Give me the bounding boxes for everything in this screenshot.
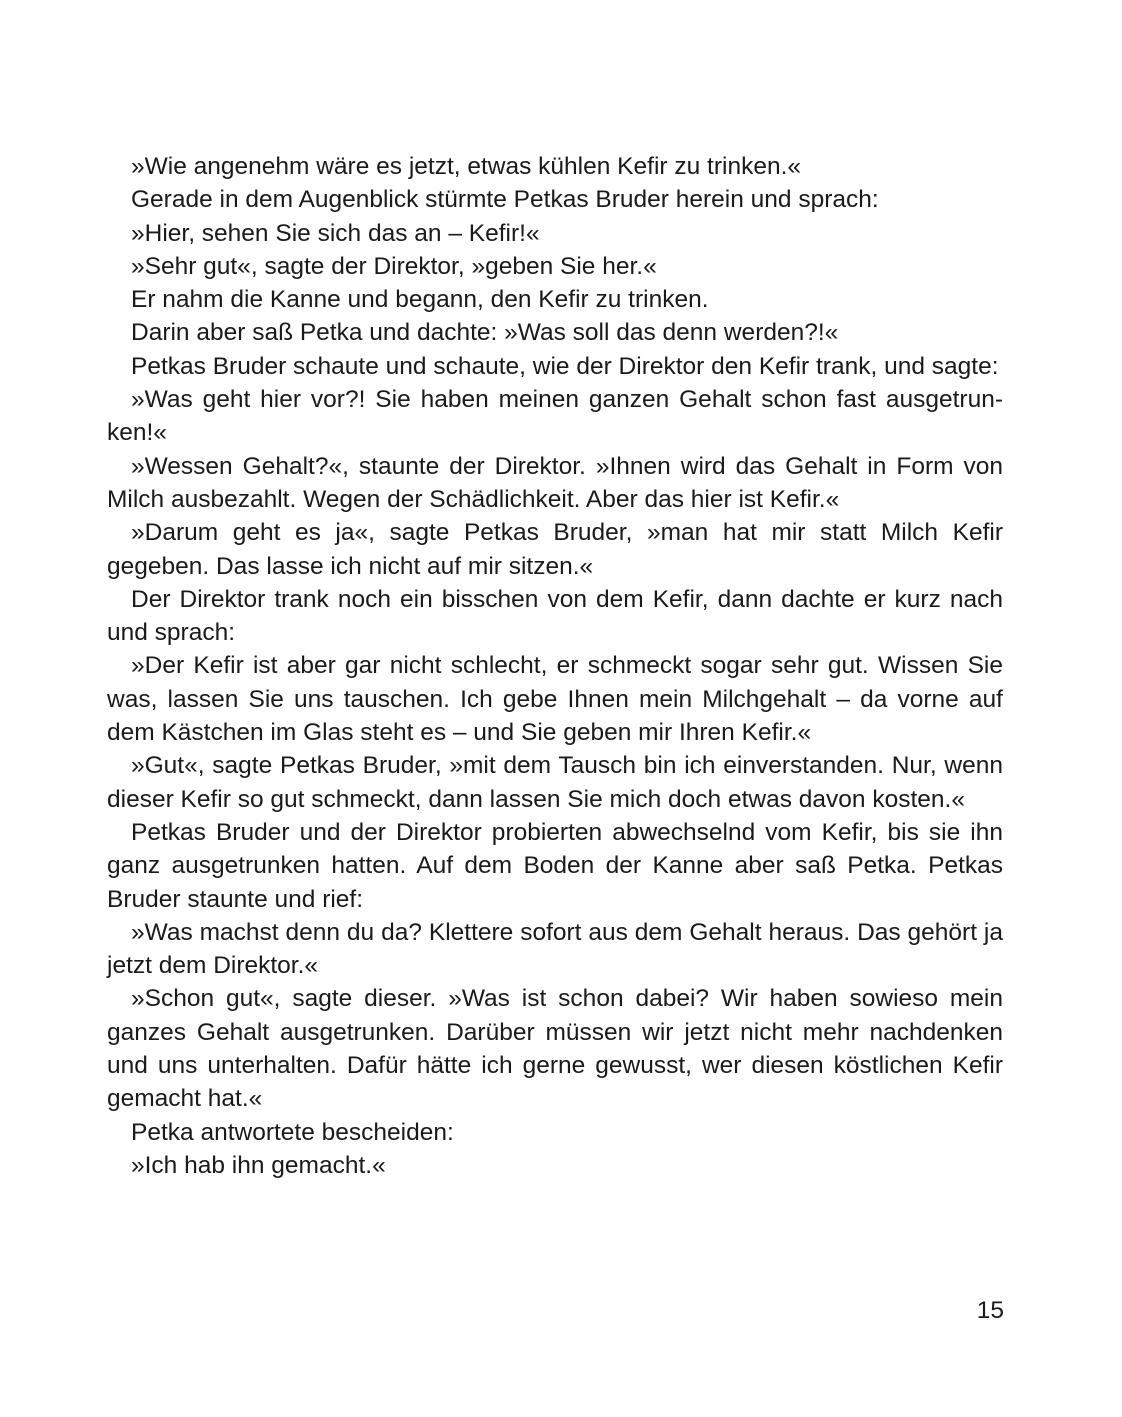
paragraph: »Was geht hier vor?! Sie haben meinen ganzen Gehalt schon fast ausgetrunken!« (107, 386, 1003, 447)
paragraph: »Gut«, sagte Petkas Bruder, »mit dem Tausch bin ich einverstanden. Nur, wenn dieser Kefir so gut schmeckt, dann lassen Sie mich doch etwas davon kosten.« (107, 752, 1003, 813)
paragraph: »Was machst denn du da? Klettere sofort aus dem Gehalt heraus. Das gehört ja jetzt dem Direktor.« (107, 918, 1003, 980)
paragraph: »Ich hab ihn gemacht.« (131, 1151, 386, 1179)
paragraph: Petkas Bruder schaute und schaute, wie der Direktor den Kefir trank, und sagte: (131, 352, 999, 380)
paragraph: Darin aber saß Petka und dachte: »Was soll das denn werden?!« (131, 319, 839, 347)
paragraph: Er nahm die Kanne und begann, den Kefir zu trinken. (131, 286, 709, 314)
paragraph: »Hier, sehen Sie sich das an – Kefir!« (131, 219, 540, 247)
paragraph: »Darum geht es ja«, sagte Petkas Bruder, »man hat mir statt Milch Kefir gegeben. Das lasse ich nicht auf mir sitzen.« (107, 519, 1003, 580)
paragraph: »Wessen Gehalt?«, staunte der Direktor. »Ihnen wird das Gehalt in Form von Milch ausbezahlt. Wegen der Schädlichkeit. Aber das hier ist Kefir.« (107, 452, 1003, 513)
paragraph: »Sehr gut«, sagte der Direktor, »geben Sie her.« (131, 252, 657, 280)
paragraph: »Der Kefir ist aber gar nicht schlecht, er schmeckt sogar sehr gut. Wissen Sie was, lassen Sie uns tauschen. Ich gebe Ihnen mein Milchgehalt – da vorne auf dem Kästchen im Glas steht es – und Sie geben mir Ihren Kefir.« (107, 652, 1003, 747)
paragraph: Der Direktor trank noch ein bisschen von dem Kefir, dann dachte er kurz nach und sprach: (107, 585, 1003, 647)
paragraph: Petkas Bruder und der Direktor probierten abwechselnd vom Kefir, bis sie ihn ganz ausgetrunken hatten. Auf dem Boden der Kanne aber saß Petka. Petkas Bruder staunte und rief: (107, 818, 1003, 913)
body-text (107, 150, 1003, 1182)
paragraph: Petka antwortete bescheiden: (131, 1118, 454, 1146)
paragraph: »Schon gut«, sagte dieser. »Was ist schon dabei? Wir haben sowieso mein ganzes Gehalt ausgetrunken. Darüber müssen wir jetzt nicht mehr nachdenken und uns unterhalten. Dafür hätte ich gerne gewusst, wer diesen köstlichen Kefir gemacht hat.« (107, 985, 1003, 1113)
paragraph: »Wie angenehm wäre es jetzt, etwas kühlen Kefir zu trinken.« (131, 153, 802, 180)
paragraph: Gerade in dem Augenblick stürmte Petkas Bruder herein und sprach: (131, 186, 879, 214)
page-number: 15 (976, 1297, 1004, 1324)
